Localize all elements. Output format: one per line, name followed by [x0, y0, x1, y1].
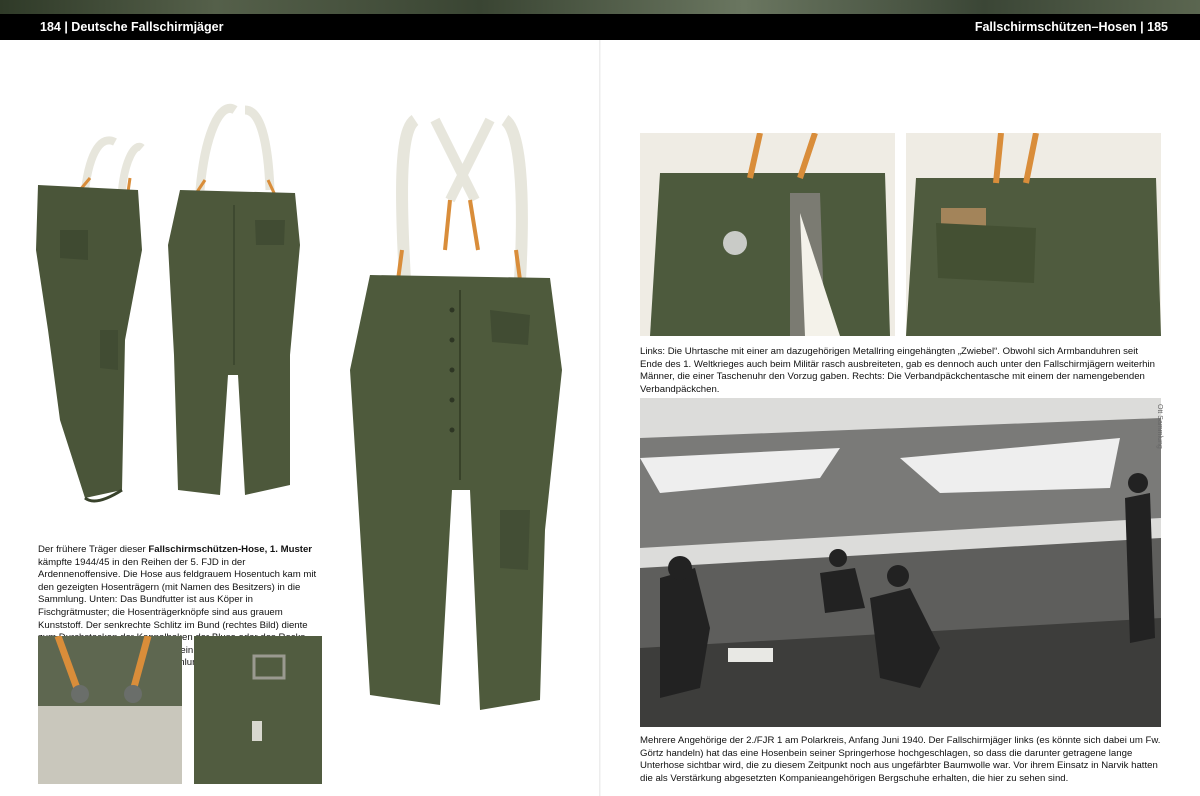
dressing-pocket-illustration	[906, 133, 1161, 336]
caption-trousers-title: Fallschirmschützen-Hose, 1. Muster	[148, 544, 313, 555]
trousers-front-illustration	[340, 110, 580, 715]
waistband-slit-illustration	[194, 636, 322, 784]
page-gutter	[599, 40, 601, 796]
photo-waistband-lining	[38, 636, 182, 784]
caption-field-photo: Mehrere Angehörige der 2./FJR 1 am Polarkreis, Anfang Juni 1940. Der Fallschirmjäger links (es könnte sich dabei um Fw. Görtz handeln) hat das eine Hosenbein seiner Springerhose hochgeschlagen, so dass die darunter getragene lange Unterhose sichtbar wird, die zu diesem Zeitpunkt noch aus ungefärbter Baumwolle war. Vor ihrem Einsatz in Narvik hatten die als Verstärkung abgesetzten Kompanieangehörigen Bergschuhe erhalten, die hier zu sehen sind.	[640, 735, 1161, 784]
left-page-running-head: 184 | Deutsche Fallschirmjäger	[40, 20, 224, 34]
trousers-back-illustration	[150, 95, 320, 505]
photo-credit: Ott Sammlung	[1156, 404, 1163, 449]
trousers-side-illustration	[30, 130, 148, 510]
page-header	[0, 14, 1200, 40]
top-decorative-strip	[0, 0, 1200, 14]
paratroopers-arctic-illustration	[640, 398, 1161, 727]
photo-watch-pocket	[640, 133, 895, 336]
watch-pocket-illustration	[640, 133, 895, 336]
caption-details: Links: Die Uhrtasche mit einer am dazugehörigen Metallring eingehängten „Zwiebel“. Obwohl sich Armbanduhren seit Ende des 1. Weltkrieges auch beim Militär rasch ausbreiteten, gab es dennoch auch unter den Fallschirmjägern weiterhin Männer, die einer Taschenuhr den Vorzug gaben. Rechts: Die Verbandpäckchentasche mit einem der namengebenden Verbandpäckchen.	[640, 346, 1155, 395]
caption-trousers-body: kämpfte 1944/45 in den Reihen der 5. FJD in der Ardennenoffensive. Die Hose aus feldgrauem Hosentuch kam mit den gezeigten Hosenträgern (mit Namen des Besitzers) in die Sammlung. Unten: Das Bundfutter ist aus Köper in Fischgrätmuster; die Hosenträgerknöpfe sind aus grauem Kunststoff. Der senkrechte Schlitz im Bund (rechtes Bild) diente kein	[38, 556, 317, 656]
photo-paratroopers-arctic	[640, 398, 1161, 727]
caption-trousers-intro: Der frühere Träger dieser	[38, 544, 149, 555]
photo-trousers-back	[150, 95, 320, 505]
photo-waistband-slit	[194, 636, 322, 784]
photo-trousers-side	[30, 130, 148, 510]
photo-trousers-front	[340, 110, 580, 715]
photo-dressing-pocket	[906, 133, 1161, 336]
waistband-lining-illustration	[38, 636, 182, 784]
right-page-running-head: Fallschirmschützen–Hosen | 185	[974, 20, 1168, 34]
